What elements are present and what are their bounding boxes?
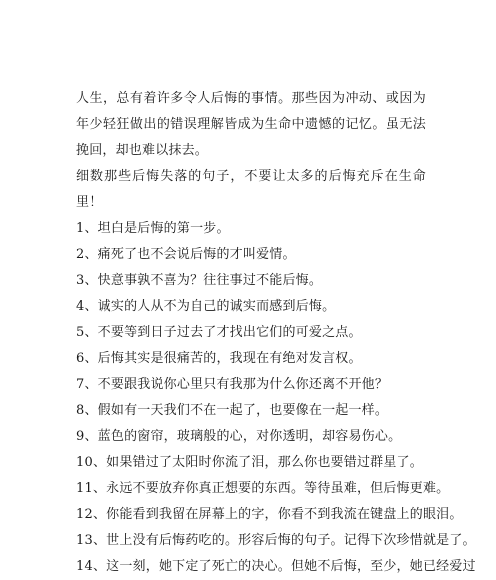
list-item: 9、蓝色的窗帘，玻璃般的心，对你透明，却容易伤心。 <box>76 429 402 444</box>
list-item: 4、诚实的人从不为自己的诚实而感到后悔。 <box>76 299 336 314</box>
lead-paragraph: 细数那些后悔失落的句子，不要让太多的后悔充斥在生命里！ <box>76 169 426 210</box>
list-item: 1、坦白是后悔的第一步。 <box>76 221 230 236</box>
list-item: 6、后悔其实是很痛苦的，我现在有绝对发言权。 <box>76 351 362 366</box>
list-item: 13、世上没有后悔药吃的。形容后悔的句子。记得下次珍惜就是了。 <box>76 533 476 548</box>
list-item: 11、永远不要放弃你真正想要的东西。等待虽难，但后悔更难。 <box>76 481 450 496</box>
intro-paragraph: 人生，总有着许多令人后悔的事情。那些因为冲动、或因为年少轻狂做出的错误理解皆成为生命中遗憾的记忆。虽无法挽回，却也难以抹去。 <box>76 91 426 158</box>
document-body <box>76 86 476 580</box>
list-item: 2、痛死了也不会说后悔的才叫爱情。 <box>76 247 296 262</box>
regret-sentence-list <box>76 216 476 580</box>
list-item: 10、如果错过了太阳时你流了泪，那么你也要错过群星了。 <box>76 455 423 470</box>
list-item: 12、你能看到我留在屏幕上的字，你看不到我流在键盘上的眼泪。 <box>76 507 463 522</box>
list-item: 3、快意事孰不喜为？往往事过不能后悔。 <box>76 273 323 288</box>
list-item: 7、不要跟我说你心里只有我那为什么你还离不开他？ <box>76 377 389 392</box>
list-item: 5、不要等到日子过去了才找出它们的可爱之点。 <box>76 325 362 340</box>
list-item: 14、这一刻，她下定了死亡的决心。但她不后悔，至少，她已经爱过 <box>76 559 476 574</box>
list-item: 8、假如有一天我们不在一起了，也要像在一起一样。 <box>76 403 389 418</box>
